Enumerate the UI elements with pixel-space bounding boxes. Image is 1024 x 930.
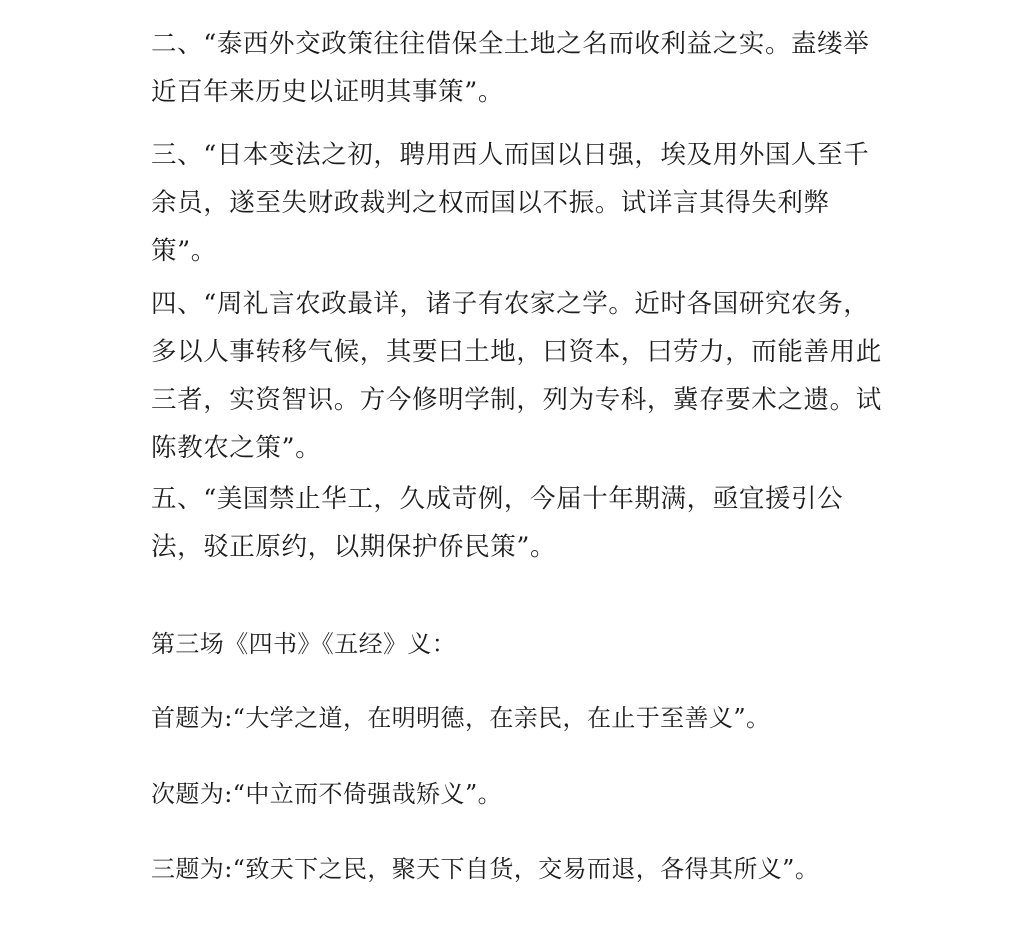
question-3-line-1: 三、“日本变法之初，聘用西人而国以日强，埃及用外国人至千 bbox=[151, 140, 870, 170]
question-4-line-1: 四、“周礼言农政最详，诸子有农家之学。近时各国研究农务， bbox=[151, 289, 870, 319]
question-2-line-1: 二、“泰西外交政策往往借保全土地之名而收利益之实。盍缕举 bbox=[151, 29, 870, 59]
question-3-line-2: 余员，遂至失财政裁判之权而国以不振。试详言其得失利弊 bbox=[151, 188, 830, 218]
question-5-line-1: 五、“美国禁止华工，久成苛例，今届十年期满，亟宜援引公 bbox=[151, 484, 844, 514]
question-5 bbox=[151, 475, 881, 571]
question-4-line-2: 多以人事转移气候，其要曰土地，曰资本，曰劳力，而能善用此 bbox=[151, 337, 882, 367]
question-2 bbox=[151, 20, 881, 116]
question-3 bbox=[151, 131, 881, 275]
third-session-second-topic: 次题为:“中立而不倚强哉矫义”。 bbox=[151, 780, 503, 808]
question-4-line-4: 陈教农之策”。 bbox=[151, 433, 322, 463]
question-2-line-2: 近百年来历史以证明其事策”。 bbox=[151, 77, 504, 107]
third-session-third-topic: 三题为:“致天下之民，聚天下自货，交易而退，各得其所义”。 bbox=[151, 855, 820, 883]
third-session-first-topic: 首题为:“大学之道，在明明德，在亲民，在止于至善义”。 bbox=[151, 704, 771, 732]
third-session-heading: 第三场《四书》《五经》义： bbox=[151, 630, 457, 658]
question-4 bbox=[151, 280, 881, 472]
question-5-line-2: 法，驳正原约，以期保护侨民策”。 bbox=[151, 532, 557, 562]
question-3-line-3: 策”。 bbox=[151, 236, 217, 266]
question-4-line-3: 三者，实资智识。方今修明学制，列为专科，冀存要术之遗。试 bbox=[151, 385, 882, 415]
